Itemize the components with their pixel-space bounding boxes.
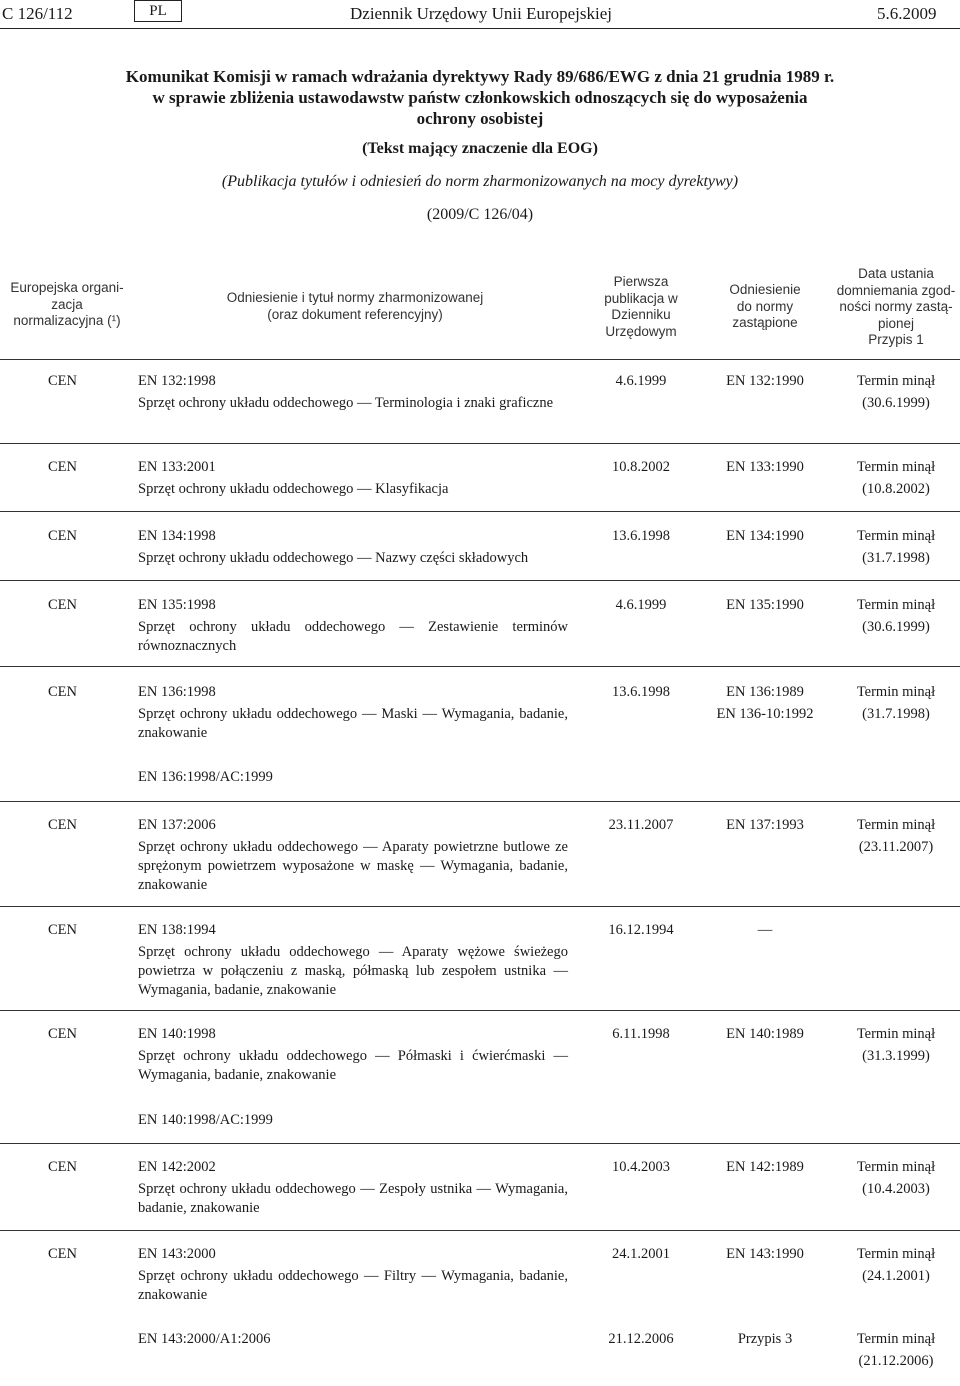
superseded-standard: EN 143:1990 (726, 1246, 804, 1262)
standard-title: Sprzęt ochrony układu oddechowego — Półmaski i ćwierćmaski — Wymagania, badanie, znakowanie (138, 1048, 568, 1083)
row-divider (0, 801, 960, 802)
cessation-date: (31.3.1999) (862, 1048, 930, 1064)
first-publication-date: 6.11.1998 (612, 1026, 670, 1042)
row-divider (0, 511, 960, 512)
superseded-standard: — (757, 922, 773, 938)
eea-relevance: (Tekst mający znaczenie dla EOG) (362, 140, 598, 157)
first-publication-date: 4.6.1999 (615, 597, 667, 613)
cessation-date: (31.7.1998) (862, 550, 930, 566)
first-publication-date: 13.6.1998 (612, 684, 670, 700)
cessation-status: Termin minął (856, 459, 936, 475)
standard-reference: EN 136:1998 (138, 684, 216, 700)
cessation-status: Termin minął (856, 1246, 936, 1262)
cessation-status: Termin minął (856, 1331, 936, 1347)
journal-name: Dziennik Urzędowy Unii Europejskiej (350, 4, 613, 23)
organisation-cell: CEN (48, 373, 77, 389)
header-line: normalizacyjna (¹) (13, 313, 121, 328)
header-line: (oraz dokument referencyjny) (267, 306, 443, 322)
publication-note: (Publikacja tytułów i odniesień do norm zharmonizowanych na mocy dyrektywy) (221, 173, 739, 190)
header-line: domniemania zgod- (836, 282, 956, 298)
table-header (0, 262, 960, 362)
column-header-superseded (700, 282, 830, 332)
title-line-2: w sprawie zbliżenia ustawodawstw państw członkowskich odnoszących się do wyposażenia (152, 88, 808, 107)
superseded-standard: EN 137:1993 (726, 817, 804, 833)
organisation-cell: CEN (48, 922, 77, 938)
first-publication-date: 4.6.1999 (615, 373, 667, 389)
row-divider (0, 580, 960, 581)
standard-reference: EN 143:2000 (138, 1246, 216, 1262)
header-line: zastąpione (732, 315, 798, 330)
standard-reference: EN 142:2002 (138, 1159, 216, 1175)
row-divider (0, 906, 960, 907)
column-header-organisation (2, 280, 132, 330)
standard-reference: EN 140:1998 (138, 1026, 216, 1042)
page-header (0, 0, 960, 26)
header-line: Urzędowym (605, 323, 677, 339)
first-publication-date: 23.11.2007 (608, 817, 674, 833)
standard-reference: EN 132:1998 (138, 373, 216, 389)
column-header-first-publication (586, 274, 696, 340)
cessation-status: Termin minął (856, 1026, 936, 1042)
cessation-status: Termin minął (856, 817, 936, 833)
language-badge: PL (134, 0, 182, 22)
standard-reference: EN 136:1998/AC:1999 (138, 769, 273, 785)
issue-number: C 126/112 (2, 4, 73, 23)
standard-title: Sprzęt ochrony układu oddechowego — Maski — Wymagania, badanie, znakowanie (138, 706, 568, 741)
organisation-cell: CEN (48, 1246, 77, 1262)
first-publication-date: 10.4.2003 (612, 1159, 670, 1175)
standard-title: Sprzęt ochrony układu oddechowego — Aparaty wężowe świeżego powietrza w połączeniu z maską, półmaską lub zespołem ustnika — Wymagania, badanie, znakowanie (138, 944, 568, 998)
header-line: Odniesienie i tytuł normy zharmonizowanej (226, 290, 484, 305)
standard-reference: EN 137:2006 (138, 817, 216, 833)
standard-title: Sprzęt ochrony układu oddechowego — Aparaty powietrzne butlowe ze sprężonym powietrzem wyposażone w maskę — Wymagania, badanie, znakowanie (138, 839, 568, 893)
standard-reference: EN 138:1994 (138, 922, 216, 938)
standard-title: Sprzęt ochrony układu oddechowego — Terminologia i znaki graficzne (138, 395, 554, 411)
row-divider (0, 359, 960, 360)
column-header-reference (190, 290, 520, 323)
cessation-date: (30.6.1999) (862, 619, 930, 635)
first-publication-date: 24.1.2001 (612, 1246, 670, 1262)
cessation-status: Termin minął (856, 373, 936, 389)
header-line: Data ustania (858, 266, 934, 281)
document-title (0, 66, 960, 129)
row-divider (0, 666, 960, 667)
first-publication-date: 21.12.2006 (608, 1331, 674, 1347)
header-line: pionej (877, 315, 915, 331)
superseded-standard: EN 134:1990 (726, 528, 804, 544)
standard-reference: EN 134:1998 (138, 528, 216, 544)
organisation-cell: CEN (48, 597, 77, 613)
cessation-date: (31.7.1998) (862, 706, 930, 722)
cessation-date: (21.12.2006) (858, 1353, 934, 1369)
cessation-status: Termin minął (856, 684, 936, 700)
cessation-date: (23.11.2007) (858, 839, 934, 855)
first-publication-date: 13.6.1998 (612, 528, 670, 544)
superseded-standard: EN 142:1989 (726, 1159, 804, 1175)
title-line-3: ochrony osobistej (416, 109, 544, 128)
header-line: Pierwsza (613, 274, 669, 289)
cessation-status: Termin minął (856, 1159, 936, 1175)
header-line: Odniesienie (729, 282, 801, 297)
organisation-cell: CEN (48, 459, 77, 475)
cessation-date: (24.1.2001) (862, 1268, 930, 1284)
organisation-cell: CEN (48, 1026, 77, 1042)
standard-title: Sprzęt ochrony układu oddechowego — Zestawienie terminów równoznacznych (138, 619, 568, 654)
organisation-cell: CEN (48, 1159, 77, 1175)
header-line: Dzienniku (611, 307, 671, 322)
superseded-standard: EN 133:1990 (726, 459, 804, 475)
standard-title: Sprzęt ochrony układu oddechowego — Zespoły ustnika — Wymagania, badanie, znakowanie (138, 1181, 568, 1216)
cessation-status: Termin minął (856, 528, 936, 544)
organisation-cell: CEN (48, 528, 77, 544)
header-line: zacja (51, 296, 83, 312)
standard-reference: EN 143:2000/A1:2006 (138, 1331, 271, 1347)
organisation-cell: CEN (48, 817, 77, 833)
header-line: publikacja w (604, 290, 678, 306)
organisation-cell: CEN (48, 684, 77, 700)
standard-title: Sprzęt ochrony układu oddechowego — Filtry — Wymagania, badanie, znakowanie (138, 1268, 568, 1303)
cessation-status: Termin minął (856, 597, 936, 613)
row-divider (0, 1230, 960, 1231)
superseded-standard: Przypis 3 (737, 1331, 793, 1347)
row-divider (0, 1010, 960, 1011)
header-line: ności normy zastą- (839, 299, 953, 314)
column-header-cessation (834, 266, 958, 349)
issue-date: 5.6.2009 (877, 4, 937, 23)
cessation-date: (10.4.2003) (862, 1181, 930, 1197)
header-line: Europejska organi- (10, 280, 124, 295)
standard-reference: EN 133:2001 (138, 459, 216, 475)
first-publication-date: 10.8.2002 (612, 459, 670, 475)
cessation-date: (10.8.2002) (862, 481, 930, 497)
header-divider (0, 28, 960, 29)
standard-reference: EN 140:1998/AC:1999 (138, 1112, 273, 1128)
row-divider (0, 1143, 960, 1144)
superseded-standard: EN 135:1990 (726, 597, 804, 613)
title-line-1: Komunikat Komisji w ramach wdrażania dyrektywy Rady 89/686/EWG z dnia 21 grudnia 1989 r. (125, 67, 835, 86)
superseded-standard: EN 136-10:1992 (716, 706, 814, 722)
first-publication-date: 16.12.1994 (608, 922, 674, 938)
standard-title: Sprzęt ochrony układu oddechowego — Klasyfikacja (138, 481, 449, 497)
superseded-standard: EN 136:1989 (726, 684, 804, 700)
cessation-date: (30.6.1999) (862, 395, 930, 411)
standard-title: Sprzęt ochrony układu oddechowego — Nazwy części składowych (138, 550, 529, 566)
superseded-standard: EN 140:1989 (726, 1026, 804, 1042)
document-reference: (2009/C 126/04) (426, 206, 534, 223)
standard-reference: EN 135:1998 (138, 597, 216, 613)
header-line: Przypis 1 (868, 332, 924, 347)
superseded-standard: EN 132:1990 (726, 373, 804, 389)
header-line: do normy (736, 298, 794, 314)
row-divider (0, 443, 960, 444)
